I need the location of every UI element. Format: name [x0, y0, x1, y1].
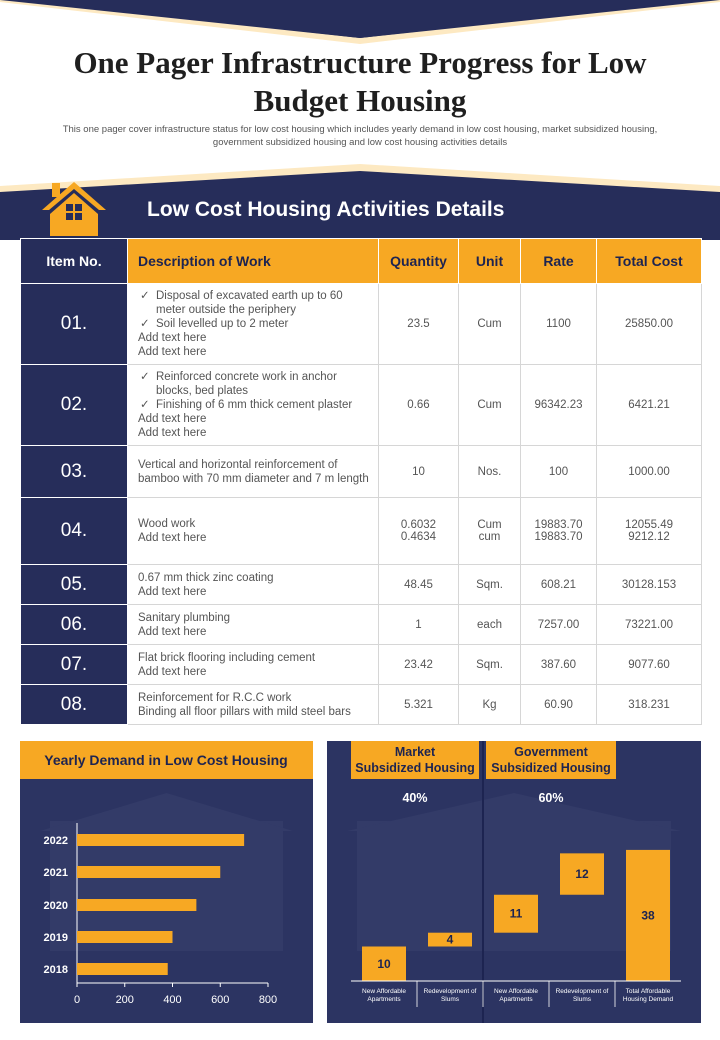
- description-cell: [128, 565, 379, 605]
- description-line: Add text here: [138, 346, 207, 358]
- description-line: Add text here: [138, 585, 207, 598]
- waterfall-value-label: 12: [575, 867, 589, 882]
- category-label-line2: Housing Demand: [622, 996, 674, 1003]
- quantity-cell: 10: [379, 446, 459, 498]
- rate-cell: 96342.23: [521, 365, 597, 446]
- table-row: [21, 498, 702, 565]
- category-label: 2022: [43, 835, 68, 847]
- waterfall-value-label: 38: [641, 908, 655, 923]
- group-header-line1: Government: [514, 745, 588, 759]
- bar-2021: [77, 866, 220, 878]
- check-icon: ✓: [140, 290, 150, 302]
- section-title: Low Cost Housing Activities Details: [147, 198, 505, 221]
- checklist-text: Finishing of 6 mm thick cement plaster: [156, 399, 353, 411]
- rate-cell: 608.21: [521, 565, 597, 605]
- category-label-line1: New Affordable: [494, 988, 538, 995]
- description-cell: [128, 605, 379, 645]
- unit-cell: Cum: [459, 365, 521, 446]
- description-line: Add text here: [138, 532, 207, 544]
- item-number: 04.: [21, 498, 128, 565]
- description-line: Add text here: [138, 332, 207, 344]
- group-share: 60%: [538, 791, 564, 805]
- total-cost-cell: 6421.21: [597, 365, 702, 446]
- house-icon: [40, 180, 108, 238]
- item-number: 02.: [21, 365, 128, 446]
- unit-cell: Sqm.: [459, 565, 521, 605]
- check-icon: ✓: [140, 318, 150, 330]
- unit-cell: Kg: [459, 685, 521, 725]
- rate-cell: 387.60: [521, 645, 597, 685]
- group-header-line1: Market: [394, 745, 436, 759]
- total-cost-cell: 73221.00: [597, 605, 702, 645]
- item-number: 06.: [21, 605, 128, 645]
- item-number: 03.: [21, 446, 128, 498]
- page-subtitle: This one pager cover infrastructure status for low cost housing which includes yearly demand in low cost housing, market subsidized housing, government subsidized housing and low cost housing activities details: [62, 124, 658, 148]
- item-number: 07.: [21, 645, 128, 685]
- waterfall-value-label: 10: [377, 956, 391, 971]
- header-description: Description of Work: [128, 239, 379, 284]
- checklist-item: [138, 398, 372, 412]
- category-label-line2: Apartments: [499, 996, 533, 1003]
- total-cost-cell: 1000.00: [597, 446, 702, 498]
- item-number: 01.: [21, 284, 128, 365]
- checklist-item: [138, 370, 372, 398]
- x-tick-label: 600: [211, 994, 230, 1006]
- unit-cell: Cum: [459, 284, 521, 365]
- description-cell: [128, 446, 379, 498]
- checklist-text: Disposal of excavated earth up to 60 meter outside the periphery: [156, 290, 343, 316]
- category-label-line2: Slums: [572, 996, 592, 1003]
- subsidized-housing-panel: [327, 741, 701, 1023]
- table-header-row: [21, 239, 702, 284]
- table-row: [21, 284, 702, 365]
- total-cost-cell: 318.231: [597, 685, 702, 725]
- bar-2022: [77, 834, 244, 846]
- quantity-cell: 48.45: [379, 565, 459, 605]
- checklist-item: [138, 317, 372, 331]
- description-line: Wood work: [138, 518, 196, 530]
- description-cell: [128, 498, 379, 565]
- check-icon: ✓: [140, 399, 150, 411]
- description-line: Add text here: [138, 413, 207, 425]
- waterfall-value-label: 11: [509, 906, 523, 921]
- page-title: One Pager Infrastructure Progress for Low Budget Housing: [73, 45, 647, 118]
- description-line: Add text here: [138, 625, 207, 638]
- quantity-cell: 23.5: [379, 284, 459, 365]
- category-label-line1: New Affordable: [362, 988, 406, 995]
- activities-table: [20, 238, 702, 725]
- table-row: [21, 605, 702, 645]
- total-cost-cell: 9077.60: [597, 645, 702, 685]
- total-cost-cell: 25850.00: [597, 284, 702, 365]
- header-quantity: Quantity: [379, 239, 459, 284]
- group-header-line2: Subsidized Housing: [355, 761, 475, 775]
- rate-cell: 60.90: [521, 685, 597, 725]
- unit-cell: Cum cum: [459, 498, 521, 565]
- unit-cell: Sqm.: [459, 645, 521, 685]
- description-line: Binding all floor pillars with mild steel bars: [138, 705, 351, 718]
- category-label: 2018: [43, 964, 68, 976]
- subsidized-housing-chart: [327, 741, 701, 1023]
- table-row: [21, 645, 702, 685]
- rate-cell: 19883.70 19883.70: [521, 498, 597, 565]
- total-cost-cell: 30128.153: [597, 565, 702, 605]
- category-label-line2: Apartments: [367, 996, 401, 1003]
- unit-cell: Nos.: [459, 446, 521, 498]
- description-cell: [128, 365, 379, 446]
- chart-title: Yearly Demand in Low Cost Housing: [44, 752, 288, 768]
- category-label: 2019: [43, 932, 68, 944]
- description-cell: [128, 645, 379, 685]
- checklist-item: [138, 289, 372, 317]
- rate-cell: 100: [521, 446, 597, 498]
- category-label: 2020: [43, 900, 68, 912]
- quantity-cell: 5.321: [379, 685, 459, 725]
- item-number: 08.: [21, 685, 128, 725]
- yearly-demand-panel: [20, 741, 313, 1023]
- x-tick-label: 0: [73, 994, 81, 1006]
- bar-2019: [77, 931, 173, 943]
- total-cost-cell: 12055.49 9212.12: [597, 498, 702, 565]
- description-line: 0.67 mm thick zinc coating: [138, 571, 274, 584]
- description-line: Sanitary plumbing: [138, 611, 231, 624]
- category-label: 2021: [43, 867, 68, 879]
- group-share: 40%: [402, 791, 428, 805]
- table-row: [21, 565, 702, 605]
- check-icon: ✓: [140, 371, 150, 383]
- unit-cell: each: [459, 605, 521, 645]
- table-row: [21, 365, 702, 446]
- header-unit: Unit: [459, 239, 521, 284]
- description-line: Add text here: [138, 665, 207, 678]
- description-cell: [128, 685, 379, 725]
- x-tick-label: 400: [163, 994, 182, 1006]
- x-tick-label: 800: [258, 994, 278, 1006]
- top-banner-band: [0, 0, 720, 44]
- x-tick-label: 200: [115, 994, 134, 1006]
- description-cell: [128, 284, 379, 365]
- checklist-text: Soil levelled up to 2 meter: [156, 318, 289, 330]
- category-label-line1: Redevelopment of: [555, 988, 609, 995]
- rate-cell: 7257.00: [521, 605, 597, 645]
- description-line: Reinforcement for R.C.C work: [138, 691, 292, 704]
- description-line: Add text here: [138, 427, 207, 439]
- description-line: Flat brick flooring including cement: [138, 651, 316, 664]
- group-header-line2: Subsidized Housing: [491, 761, 611, 775]
- quantity-cell: 0.6032 0.4634: [379, 498, 459, 565]
- category-label-line1: Total Affordable: [625, 988, 671, 995]
- header-rate: Rate: [521, 239, 597, 284]
- waterfall-value-label: 4: [446, 932, 454, 947]
- category-label-line2: Slums: [440, 996, 460, 1003]
- description-line: Vertical and horizontal reinforcement of bamboo with 70 mm diameter and 7 m length: [138, 458, 369, 485]
- bar-2020: [77, 899, 196, 911]
- roof-silhouette: [40, 793, 293, 831]
- header-total-cost: Total Cost: [597, 239, 702, 284]
- table-row: [21, 446, 702, 498]
- item-number: 05.: [21, 565, 128, 605]
- yearly-demand-chart: [20, 741, 313, 1023]
- checklist-text: Reinforced concrete work in anchor blocks, bed plates: [156, 371, 337, 397]
- roof-silhouette: [347, 793, 681, 831]
- header-item-no: Item No.: [21, 239, 128, 284]
- table-row: [21, 685, 702, 725]
- quantity-cell: 1: [379, 605, 459, 645]
- quantity-cell: 0.66: [379, 365, 459, 446]
- category-label-line1: Redevelopment of: [423, 988, 477, 995]
- bar-2018: [77, 963, 168, 975]
- rate-cell: 1100: [521, 284, 597, 365]
- quantity-cell: 23.42: [379, 645, 459, 685]
